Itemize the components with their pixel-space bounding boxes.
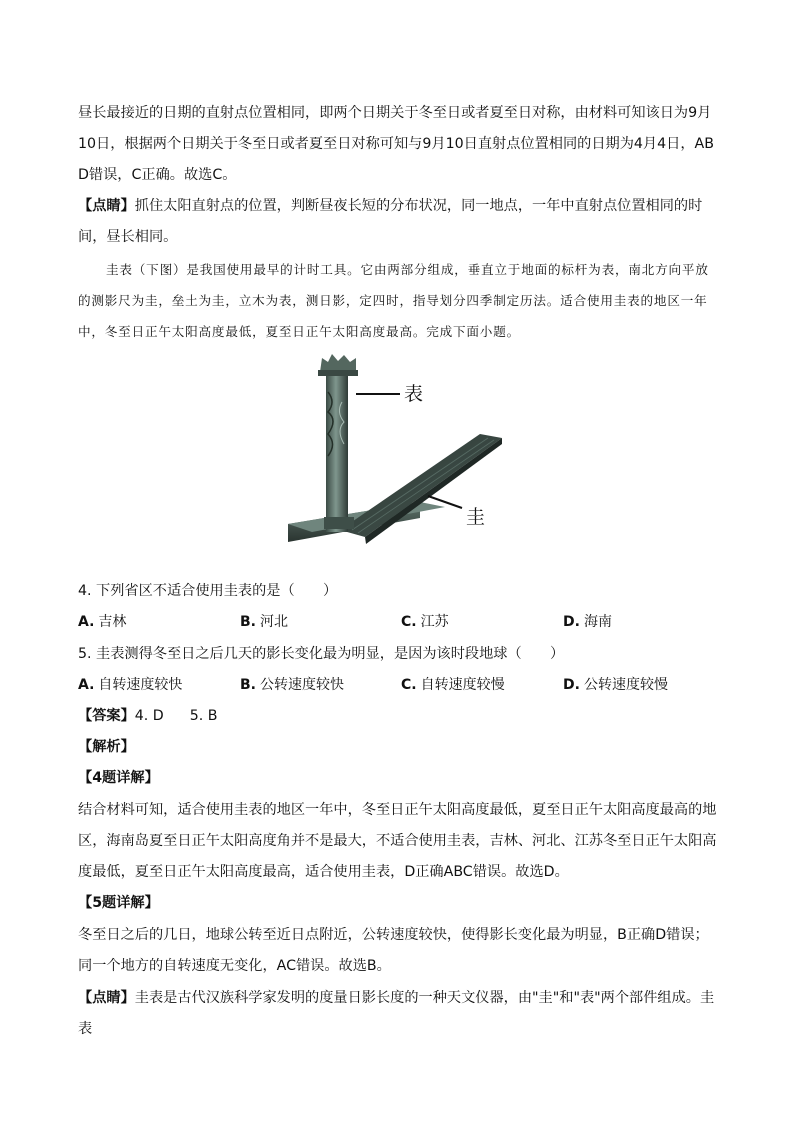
option-key: B.	[240, 614, 256, 630]
question-5-stem: 5. 圭表测得冬至日之后几天的影长变化最为明显，是因为该时段地球（ ）	[78, 646, 565, 662]
material-text: 圭表（下图）是我国使用最早的计时工具。它由两部分组成，垂直立于地面的标杆为表，南北方向平放的测影尺为圭，垒土为圭，立木为表，测日影，定四时，指导划分四季制定历法。适合使用圭表的地区一年中，冬至日正午太阳高度最低，夏至日正午太阳高度最高。完成下面小题。	[78, 262, 709, 339]
option-key: D.	[563, 677, 580, 693]
q4-option-c	[401, 612, 449, 632]
explanation-text: 昼长最接近的日期的直射点位置相同，即两个日期关于冬至日或者夏至日对称，由材料可知该日为9月10日，根据两个日期关于冬至日或者夏至日对称可知与9月10日直射点位置相同的日期为4月4日，ABD错误，C正确。故选C。	[78, 105, 714, 183]
option-key: D.	[563, 614, 580, 630]
q4-detail-paragraph	[78, 795, 718, 888]
key-point-tag: 【点睛】	[78, 198, 135, 214]
answer-tag: 【答案】	[78, 708, 135, 724]
option-text: 公转速度较慢	[583, 677, 668, 693]
analysis-heading: 【解析】	[78, 739, 135, 755]
answer-line	[78, 706, 218, 726]
q5-detail-text: 冬至日之后的几日，地球公转至近日点附近，公转速度较快，使得影长变化最为明显，B正确D错误；同一个地方的自转速度无变化，AC错误。故选B。	[78, 927, 709, 974]
answer-explanation-paragraph	[78, 98, 718, 191]
material-paragraph	[78, 254, 718, 347]
answer-5: 5. B	[189, 708, 218, 724]
q5-option-c	[401, 675, 505, 695]
q5-option-a	[78, 675, 182, 695]
option-text: 吉林	[98, 614, 127, 630]
gnomon-illustration	[270, 352, 530, 574]
q5-option-b	[240, 675, 344, 695]
final-key-point-paragraph	[78, 983, 718, 1045]
q4-detail-text: 结合材料可知，适合使用圭表的地区一年中，冬至日正午太阳高度最低，夏至日正午太阳高度最高的地区，海南岛夏至日正午太阳高度角并不是最大，不适合使用圭表，吉林、河北、江苏冬至日正午太阳高度最低，夏至日正午太阳高度最高，适合使用圭表，D正确ABC错误。故选D。	[78, 802, 717, 880]
option-text: 海南	[583, 614, 612, 630]
option-key: A.	[78, 614, 95, 630]
option-key: B.	[240, 677, 256, 693]
option-text: 江苏	[420, 614, 449, 630]
q5-detail-heading: 【5题详解】	[78, 895, 159, 911]
final-key-point-tag: 【点睛】	[78, 990, 135, 1006]
q4-detail-heading: 【4题详解】	[78, 770, 159, 786]
q4-option-a	[78, 612, 126, 632]
key-point-text: 抓住太阳直射点的位置，判断昼夜长短的分布状况，同一地点，一年中直射点位置相同的时间，昼长相同。	[78, 198, 703, 245]
question-4-stem: 4. 下列省区不适合使用圭表的是（ ）	[78, 583, 338, 599]
option-text: 自转速度较快	[98, 677, 183, 693]
biao-label: 表	[404, 383, 424, 405]
q4-option-d	[563, 612, 612, 632]
option-text: 公转速度较快	[260, 677, 344, 693]
q5-option-d	[563, 675, 668, 695]
pillar-crown	[320, 354, 356, 372]
option-key: C.	[401, 677, 417, 693]
final-key-point-text: 圭表是古代汉族科学家发明的度量日影长度的一种天文仪器，由"圭"和"表"两个部件组成。圭表	[78, 990, 715, 1037]
option-text: 河北	[260, 614, 288, 630]
gnomon-figure	[270, 352, 530, 574]
gui-label: 圭	[466, 506, 486, 528]
answer-4: 4. D	[134, 708, 164, 724]
q4-option-b	[240, 612, 288, 632]
option-text: 自转速度较慢	[420, 677, 505, 693]
q5-detail-paragraph	[78, 920, 718, 982]
option-key: C.	[401, 614, 417, 630]
option-key: A.	[78, 677, 95, 693]
key-point-paragraph	[78, 191, 718, 253]
